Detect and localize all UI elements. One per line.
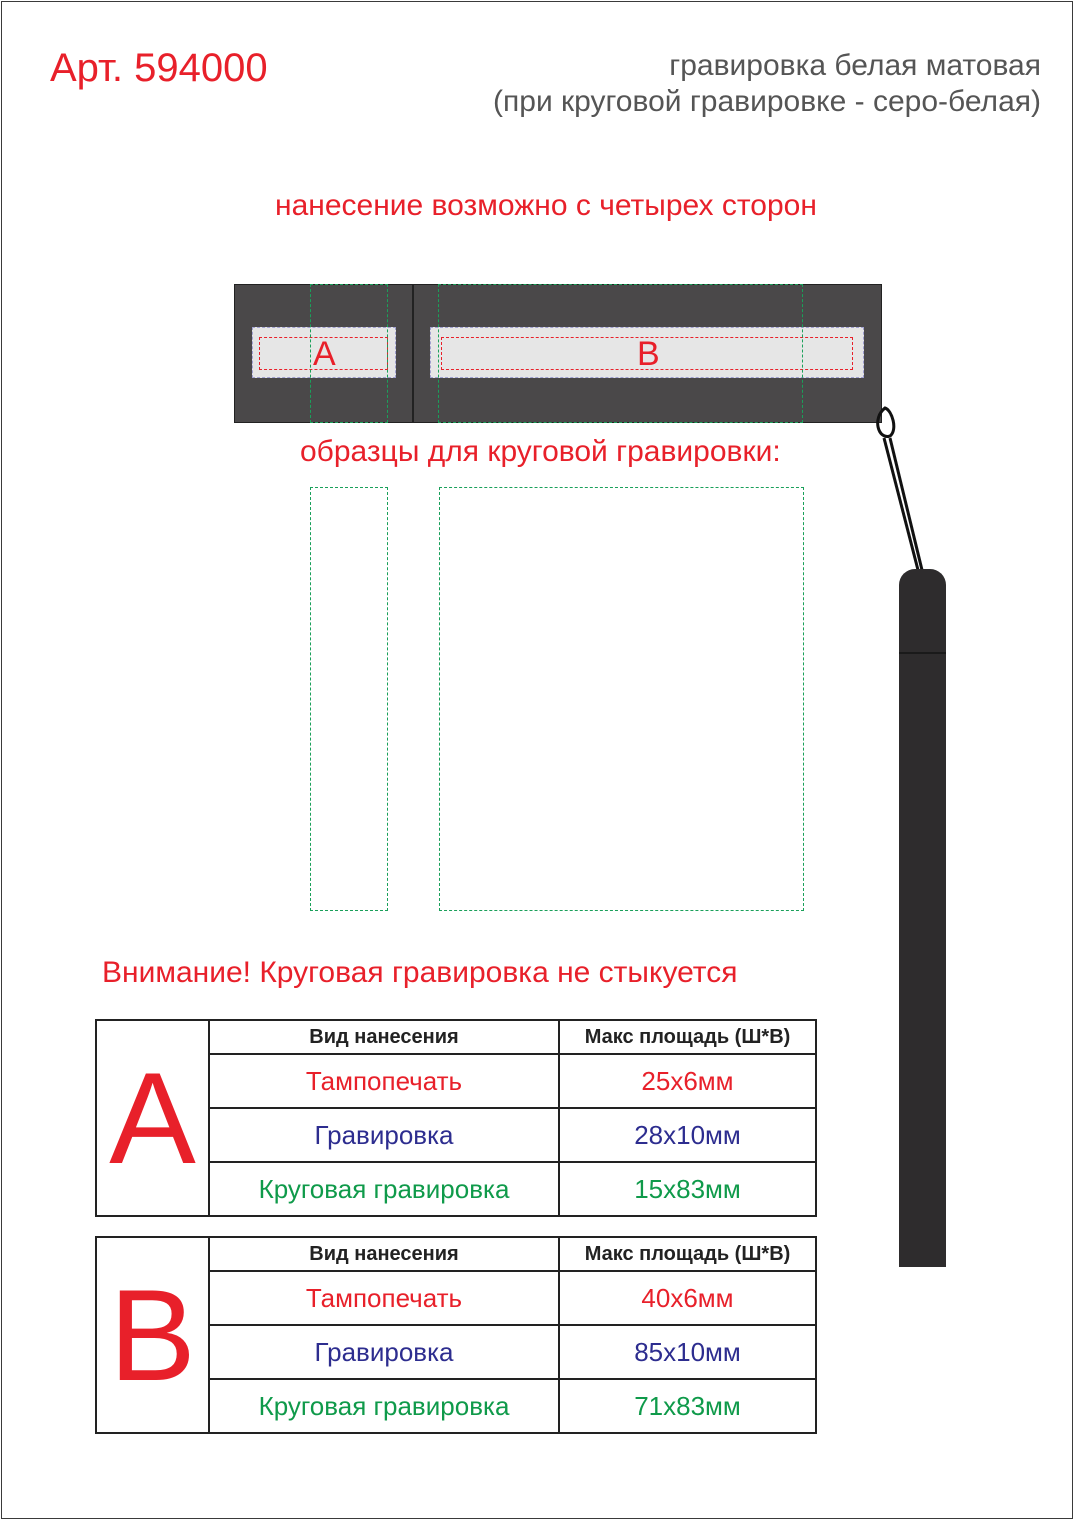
article-number: Арт. 594000 — [50, 46, 268, 90]
product-handle — [899, 569, 946, 1267]
warning-note: Внимание! Круговая гравировка не стыкуется — [102, 956, 738, 989]
table-a-row-3-area: 15x83мм — [559, 1162, 816, 1216]
table-b-header-area: Макс площадь (Ш*В) — [559, 1237, 816, 1271]
table-a-row-1-area: 25x6мм — [559, 1054, 816, 1108]
table-a-letter: A — [96, 1020, 209, 1216]
table-b-row-3-method: Круговая гравировка — [209, 1379, 559, 1433]
table-a-row-3-method: Круговая гравировка — [209, 1162, 559, 1216]
spec-table-a — [95, 1019, 817, 1217]
table-b-row-1-method: Тампопечать — [209, 1271, 559, 1325]
table-b-row-2-method: Гравировка — [209, 1325, 559, 1379]
spec-table-b — [95, 1236, 817, 1434]
round-samples-title: образцы для круговой гравировки: — [300, 435, 781, 468]
round-sample-a — [310, 487, 388, 911]
sides-note: нанесение возможно с четырех сторон — [275, 189, 817, 222]
table-a-header-method: Вид нанесения — [209, 1020, 559, 1054]
table-a-header-area: Макс площадь (Ш*В) — [559, 1020, 816, 1054]
table-b-row-3-area: 71x83мм — [559, 1379, 816, 1433]
zone-a-label: A — [313, 335, 336, 373]
table-b-header-method: Вид нанесения — [209, 1237, 559, 1271]
round-sample-b — [439, 487, 804, 911]
table-b-letter: B — [96, 1237, 209, 1433]
table-a-row-2-area: 28x10мм — [559, 1108, 816, 1162]
table-a-row-1-method: Тампопечать — [209, 1054, 559, 1108]
table-b-row-2-area: 85x10мм — [559, 1325, 816, 1379]
zone-b-label: B — [637, 335, 660, 373]
engraving-line-2: (при круговой гравировке - серо-белая) — [493, 85, 1041, 118]
table-b-row-1-area: 40x6мм — [559, 1271, 816, 1325]
engraving-line-1: гравировка белая матовая — [669, 49, 1041, 82]
table-a-row-2-method: Гравировка — [209, 1108, 559, 1162]
handle-seam — [899, 652, 946, 654]
